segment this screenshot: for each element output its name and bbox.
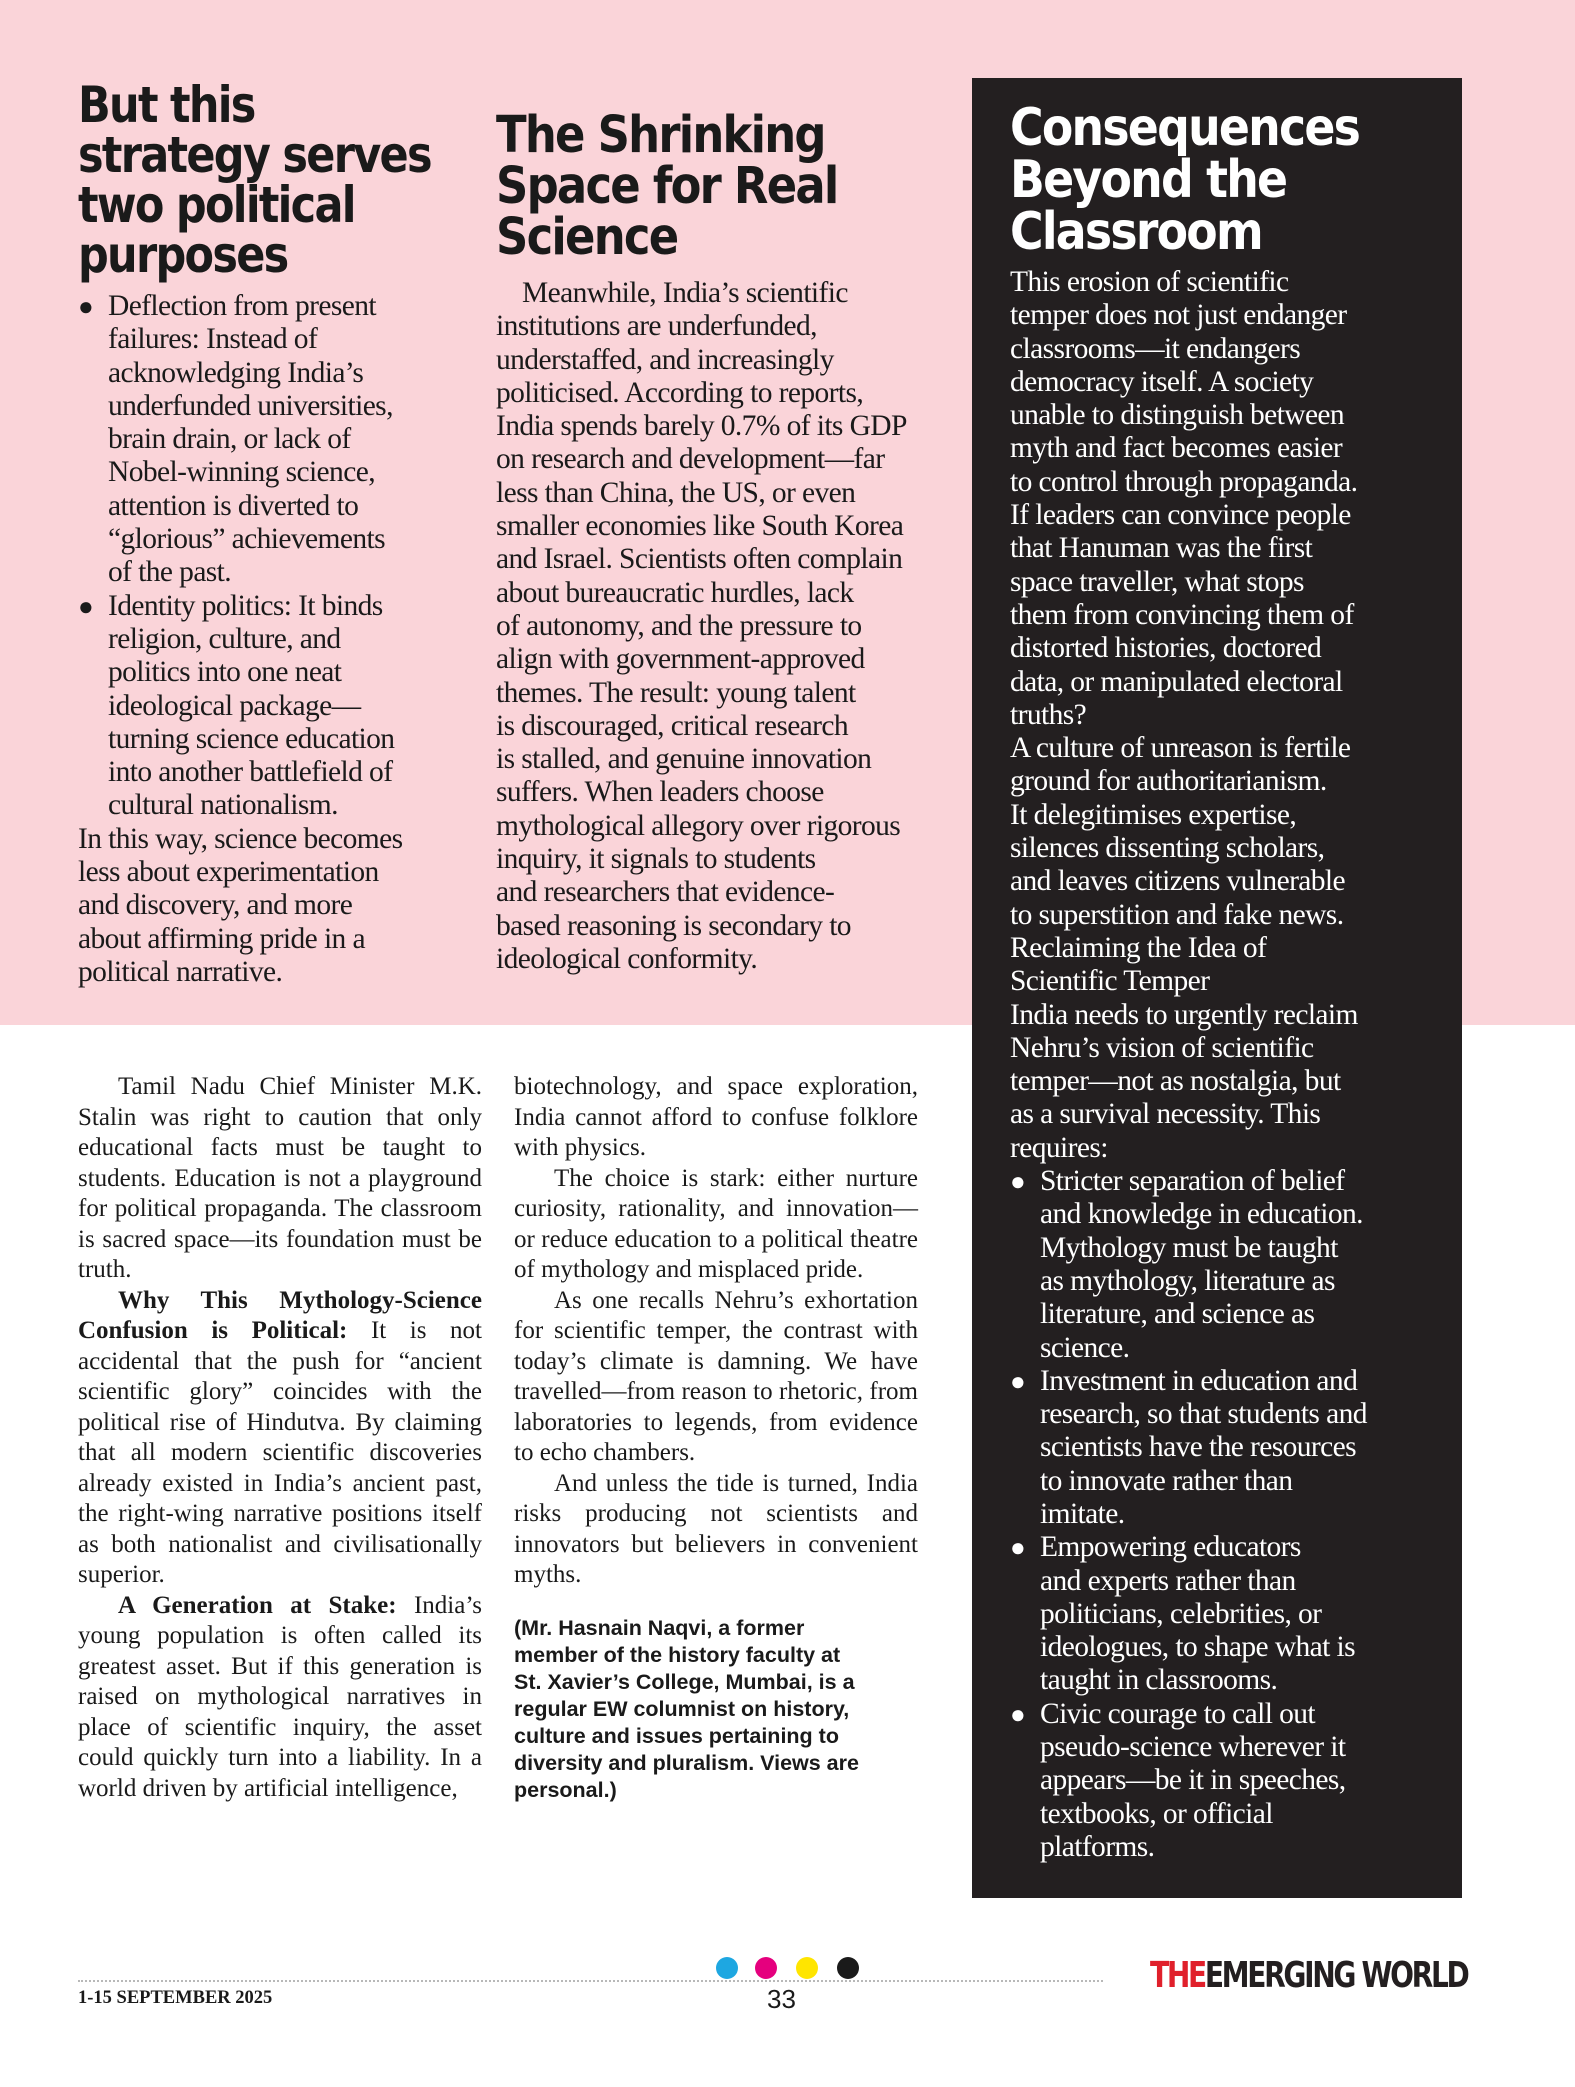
paragraph-tide: And unless the tide is turned, India risks producing not scientists and innovators but believers in convenient myths. <box>514 1469 918 1588</box>
text-line: Nehru’s vision of scientific <box>1010 1031 1314 1064</box>
text-line: classrooms—it endangers <box>1010 332 1301 365</box>
text-line: them from convincing them of <box>1010 598 1354 631</box>
text-line: into another battlefield of <box>108 756 393 789</box>
cyan-registration-dot <box>716 1957 738 1979</box>
text-line: and discovery, and more <box>78 889 353 922</box>
heading-strategy <box>78 76 456 284</box>
text-line: that Hanuman was the first <box>1010 532 1313 565</box>
list-item-identity-politics <box>78 590 458 823</box>
text-line: mythological allegory over rigorous <box>496 809 901 842</box>
text-line: ● Stricter separation of belief <box>1040 1165 1345 1198</box>
text-line: as mythology, literature as <box>1040 1264 1335 1297</box>
requirements-list <box>1010 1165 1444 1864</box>
text-line: less than China, the US, or even <box>496 476 856 509</box>
logo-the: THE <box>1150 1955 1205 1996</box>
heading-line: Space for Real <box>496 157 838 216</box>
text-line: appears—be it in speeches, <box>1040 1764 1346 1797</box>
paragraph-nehru-vision <box>1010 999 1444 1165</box>
sidebar-consequences <box>972 78 1462 1898</box>
heading-line: Consequences <box>1010 98 1360 158</box>
column-strategy <box>78 76 458 989</box>
paragraph-erosion <box>1010 266 1444 732</box>
text-line: myth and fact becomes easier <box>1010 432 1343 465</box>
text-line: If leaders can convince people <box>1010 499 1351 532</box>
text-line: This erosion of scientific <box>1010 266 1289 298</box>
text-line: of autonomy, and the pressure to <box>496 609 862 642</box>
text-line: data, or manipulated electoral <box>1010 665 1343 698</box>
text-line: and leaves citizens vulnerable <box>1010 865 1346 898</box>
text-line: distorted histories, doctored <box>1010 632 1322 665</box>
text-line: about bureaucratic hurdles, lack <box>496 576 854 609</box>
text-line: politics into one neat <box>108 656 342 689</box>
text-line: smaller economies like South Korea <box>496 510 904 543</box>
text-line: taught in classrooms. <box>1040 1664 1278 1697</box>
text-line: acknowledging India’s <box>108 356 364 389</box>
heading-line: two political <box>78 176 355 234</box>
text-line: ● Empowering educators <box>1040 1531 1301 1564</box>
text-line: as a survival necessity. This <box>1010 1098 1321 1131</box>
text-line: truths? <box>1010 698 1087 731</box>
heading-line: Science <box>496 208 678 267</box>
text-line: research, so that students and <box>1040 1398 1367 1431</box>
text-line: temper does not just endanger <box>1010 299 1347 332</box>
text-line: to innovate rather than <box>1040 1464 1293 1497</box>
issue-date: 1-15 SEPTEMBER 2025 <box>78 1988 273 2008</box>
text-line: about affirming pride in a <box>78 922 365 955</box>
text-line: In this way, science becomes <box>78 822 403 855</box>
text-line: suffers. When leaders choose <box>496 776 824 809</box>
text-line: ideological conformity. <box>496 942 758 975</box>
subheading-reclaiming <box>1010 932 1444 999</box>
inline-heading-political: Why This Mythology-Science Confusion is Political: <box>78 1286 482 1344</box>
list-item-separation <box>1010 1165 1444 1365</box>
text-line: India needs to urgently reclaim <box>1010 998 1358 1031</box>
text-line: is stalled, and genuine innovation <box>496 743 872 776</box>
heading-line: strategy serves <box>78 126 431 184</box>
heading-shrinking-space <box>496 106 954 267</box>
text-line: institutions are underfunded, <box>496 310 817 343</box>
text-line: ideologues, to shape what is <box>1040 1631 1356 1664</box>
paragraph-continuation: biotechnology, and space exploration, India cannot afford to confuse folklore with physics. <box>514 1073 918 1161</box>
text-line: pseudo-science wherever it <box>1040 1731 1346 1764</box>
closing-paragraph <box>78 823 458 989</box>
text-line: to superstition and fake news. <box>1010 898 1344 931</box>
text-line: culture and issues pertaining to <box>514 1723 839 1748</box>
text-line: imitate. <box>1040 1497 1125 1530</box>
paragraph-generation-text: India’s young population is often called its greatest asset. But if this generation is raised on mythological narratives in place of scientific inquiry, the asset could quickly turn into a liability. In a world driven by artificial intelligence, <box>78 1591 482 1802</box>
text-line: attention is diverted to <box>108 489 359 522</box>
text-line: India spends barely 0.7% of its GDP <box>496 410 907 443</box>
magenta-registration-dot <box>755 1957 777 1979</box>
text-line: ● Identity politics: It binds <box>108 589 383 622</box>
text-line: Mythology must be taught <box>1040 1231 1338 1264</box>
text-line: themes. The result: young talent <box>496 676 856 709</box>
text-line: regular EW columnist on history, <box>514 1696 850 1721</box>
text-line: and knowledge in education. <box>1040 1198 1363 1231</box>
paragraph-unreason <box>1010 732 1444 932</box>
text-line: platforms. <box>1040 1830 1155 1863</box>
text-line: and researchers that evidence- <box>496 876 835 909</box>
text-line: democracy itself. A society <box>1010 365 1314 398</box>
yellow-registration-dot <box>796 1957 818 1979</box>
list-item-civic-courage <box>1010 1698 1444 1864</box>
text-line: understaffed, and increasingly <box>496 343 834 376</box>
paragraph-nehru-exhortation: As one recalls Nehru’s exhortation for scientific temper, the contrast with today’s climate is damning. We have travelled—from reason to rhetoric, from laboratories to legends, from evidence to echo chambers. <box>514 1286 918 1466</box>
text-line: and Israel. Scientists often complain <box>496 543 903 576</box>
text-line: cultural nationalism. <box>108 789 338 822</box>
inline-heading-generation: A Generation at Stake: <box>118 1591 397 1619</box>
text-line: inquiry, it signals to students <box>496 843 816 876</box>
shrinking-space-paragraph <box>496 277 966 976</box>
text-line: personal.) <box>514 1777 617 1802</box>
text-line: religion, culture, and <box>108 622 341 655</box>
text-line: member of the history faculty at <box>514 1642 841 1667</box>
column-shrinking-space <box>496 106 966 976</box>
text-line: and experts rather than <box>1040 1564 1296 1597</box>
heading-line: Classroom <box>1010 202 1262 262</box>
heading-line: But this <box>78 76 255 134</box>
text-line: requires: <box>1010 1131 1108 1164</box>
text-line: brain drain, or lack of <box>108 423 351 456</box>
text-line: textbooks, or official <box>1040 1797 1273 1830</box>
logo-emerging-world: EMERGING WORLD <box>1204 1955 1468 1996</box>
text-line: underfunded universities, <box>108 389 393 422</box>
heading-line: purposes <box>78 226 288 284</box>
text-line: unable to distinguish between <box>1010 399 1345 432</box>
text-line: ● Investment in education and <box>1040 1364 1358 1397</box>
text-line: ground for authoritarianism. <box>1010 765 1327 798</box>
paragraph-generation <box>78 1591 482 1805</box>
text-line: less about experimentation <box>78 856 379 889</box>
author-byline <box>514 1615 918 1804</box>
text-line: Reclaiming the Idea of <box>1010 931 1267 964</box>
text-line: It delegitimises expertise, <box>1010 798 1297 831</box>
text-line: on research and development—far <box>496 443 885 476</box>
text-line: Nobel-winning science, <box>108 456 375 489</box>
text-line: failures: Instead of <box>108 323 318 356</box>
text-line: space traveller, what stops <box>1010 565 1304 598</box>
text-line: turning science education <box>108 722 395 755</box>
text-line: Scientific Temper <box>1010 965 1210 998</box>
text-line: St. Xavier’s College, Mumbai, is a <box>514 1669 855 1694</box>
text-line: diversity and pluralism. Views are <box>514 1750 859 1775</box>
text-line: silences dissenting scholars, <box>1010 832 1325 865</box>
publication-logo <box>1150 1955 1467 1996</box>
black-registration-dot <box>837 1957 859 1979</box>
text-line: science. <box>1040 1331 1130 1364</box>
column-article-right <box>514 1072 918 1804</box>
text-line: political narrative. <box>78 955 283 988</box>
list-item-investment <box>1010 1365 1444 1531</box>
heading-line: Beyond the <box>1010 150 1287 210</box>
text-line: Meanwhile, India’s scientific <box>522 277 848 309</box>
text-line: scientists have the resources <box>1040 1431 1357 1464</box>
heading-line: The Shrinking <box>496 106 825 165</box>
column-article-left <box>78 1072 482 1804</box>
text-line: to control through propaganda. <box>1010 465 1358 498</box>
purposes-list <box>78 290 458 823</box>
text-line: ideological package— <box>108 689 361 722</box>
paragraph-political <box>78 1286 482 1591</box>
text-line: temper—not as nostalgia, but <box>1010 1065 1341 1098</box>
text-line: ● Civic courage to call out <box>1040 1697 1315 1730</box>
paragraph-stalin: Tamil Nadu Chief Minister M.K. Stalin was right to caution that only educational facts must be taught to students. Education is not a playground for political propaganda. The classroom is sacred space—its foundation must be truth. <box>78 1073 482 1283</box>
list-item-empowering <box>1010 1531 1444 1697</box>
text-line: politicians, celebrities, or <box>1040 1597 1322 1630</box>
page-number: 33 <box>767 1984 796 2014</box>
list-item-deflection <box>78 290 458 590</box>
text-line: (Mr. Hasnain Naqvi, a former <box>514 1615 805 1640</box>
text-line: of the past. <box>108 556 232 589</box>
text-line: ● Deflection from present <box>108 290 376 322</box>
text-line: literature, and science as <box>1040 1298 1315 1331</box>
text-line: based reasoning is secondary to <box>496 909 851 942</box>
text-line: politicised. According to reports, <box>496 376 864 409</box>
heading-consequences <box>1010 98 1468 262</box>
paragraph-political-text: It is not accidental that the push for “ancient scientific glory” coincides with the political rise of Hindutva. By claiming that all modern scientific discoveries already existed in India’s ancient past, the right-wing narrative positions itself as both nationalist and civilisationally superior. <box>78 1317 482 1588</box>
footer-divider <box>78 1980 1103 1982</box>
text-line: “glorious” achievements <box>108 523 385 556</box>
text-line: is discouraged, critical research <box>496 709 849 742</box>
text-line: A culture of unreason is fertile <box>1010 732 1351 765</box>
text-line: align with government-approved <box>496 643 865 676</box>
paragraph-choice: The choice is stark: either nurture curiosity, rationality, and innovation—or reduce education to a political theatre of mythology and misplaced pride. <box>514 1164 918 1283</box>
